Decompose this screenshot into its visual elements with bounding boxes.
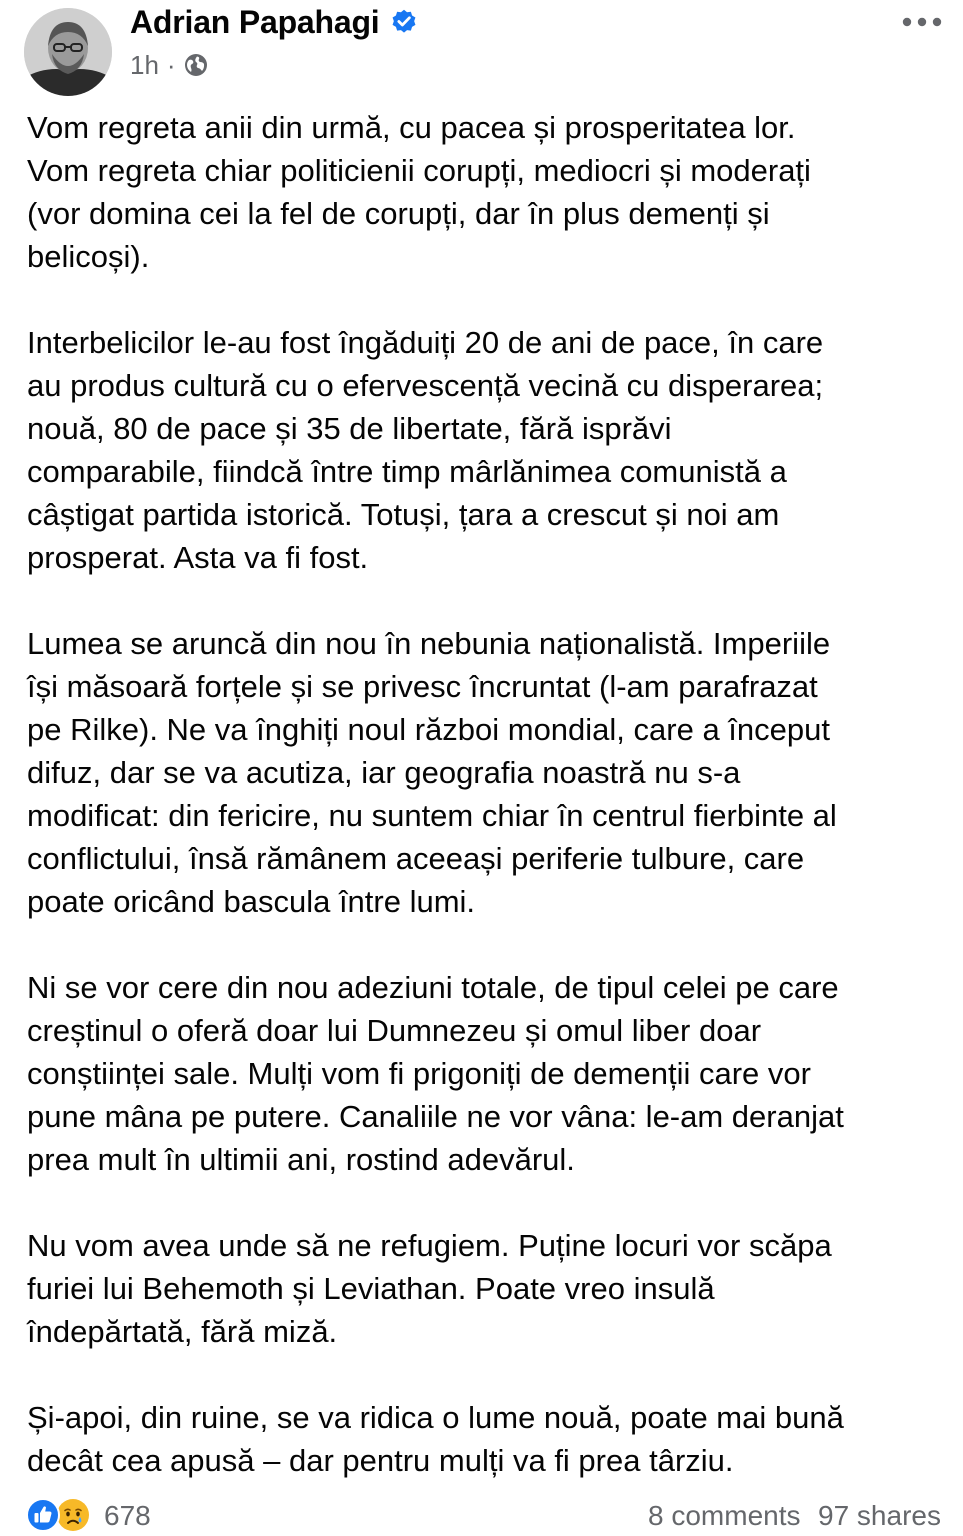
post-paragraph: [27, 106, 947, 278]
comments-count-link[interactable]: 8 comments: [648, 1500, 801, 1531]
verified-badge-icon: [390, 8, 418, 36]
post-paragraph: [27, 321, 947, 579]
like-icon: [26, 1498, 60, 1532]
text-line: conștiinței sale. Mulți vom fi prigoniți de demenții care vor: [27, 1056, 811, 1091]
text-line: câștigat partida istorică. Totuși, țara a crescut și noi am: [27, 497, 780, 532]
text-line: nouă, 80 de pace și 35 de libertate, fără isprăvi: [27, 411, 672, 446]
text-line: au produs cultură cu o efervescență vecină cu disperarea;: [27, 368, 824, 403]
avatar-photo: [24, 8, 112, 96]
text-line: prea mult în ultimii ani, rostind adevărul.: [27, 1142, 575, 1177]
text-line: conflictului, însă rămânem aceeași periferie tulbure, care: [27, 841, 805, 876]
text-line: Vom regreta chiar politicienii corupți, mediocri și moderați: [27, 153, 811, 188]
more-options-icon[interactable]: [900, 12, 944, 32]
text-line: Vom regreta anii din urmă, cu pacea și prosperitatea lor.: [27, 110, 796, 145]
text-line: pune mâna pe putere. Canaliile ne vor vâna: le-am deranjat: [27, 1099, 844, 1134]
text-line: (vor domina cei la fel de corupți, dar în plus demenți și: [27, 196, 770, 231]
globe-icon: [184, 53, 208, 77]
shares-count-link[interactable]: 97 shares: [818, 1500, 941, 1531]
post-paragraph: [27, 622, 947, 923]
text-line: își măsoară forțele și se privesc încruntat (l-am parafrazat: [27, 669, 818, 704]
post-text: [27, 106, 947, 1482]
post-paragraph: [27, 1396, 947, 1482]
text-line: poate oricând bascula între lumi.: [27, 884, 476, 919]
post-meta: [130, 48, 208, 82]
text-line: pe Rilke). Ne va înghiți noul război mondial, care a început: [27, 712, 830, 747]
text-line: creștinul o oferă doar lui Dumnezeu și omul liber doar: [27, 1013, 762, 1048]
text-line: prosperat. Asta va fi fost.: [27, 540, 369, 575]
text-line: Interbelicilor le-au fost îngăduiți 20 de ani de pace, în care: [27, 325, 824, 360]
text-line: modificat: din fericire, nu suntem chiar în centrul fierbinte al: [27, 798, 837, 833]
text-line: furiei lui Behemoth și Leviathan. Poate vreo insulă: [27, 1271, 715, 1306]
reactions-summary[interactable]: [26, 1498, 98, 1536]
author-name[interactable]: Adrian Papahagi: [130, 4, 380, 40]
text-line: belicoși).: [27, 239, 150, 274]
text-line: îndepărtată, fără miză.: [27, 1314, 338, 1349]
sad-icon: [56, 1498, 90, 1532]
post-time[interactable]: 1h: [130, 49, 159, 80]
post-paragraph: [27, 1224, 947, 1353]
post-header: [0, 0, 963, 100]
post-paragraph: [27, 966, 947, 1181]
text-line: Și-apoi, din ruine, se va ridica o lume nouă, poate mai bună: [27, 1400, 844, 1435]
author-avatar[interactable]: [24, 8, 112, 96]
text-line: Ni se vor cere din nou adeziuni totale, de tipul celei pe care: [27, 970, 839, 1005]
text-line: Lumea se aruncă din nou în nebunia naționalistă. Imperiile: [27, 626, 831, 661]
text-line: comparabile, fiindcă între timp mârlănimea comunistă a: [27, 454, 787, 489]
text-line: difuz, dar se va acutiza, iar geografia noastră nu s-a: [27, 755, 741, 790]
meta-separator: ·: [166, 49, 176, 80]
post-footer: [0, 1496, 963, 1536]
reaction-count[interactable]: 678: [104, 1500, 151, 1531]
text-line: decât cea apusă – dar pentru mulți va fi prea târziu.: [27, 1443, 734, 1478]
text-line: Nu vom avea unde să ne refugiem. Puține locuri vor scăpa: [27, 1228, 832, 1263]
